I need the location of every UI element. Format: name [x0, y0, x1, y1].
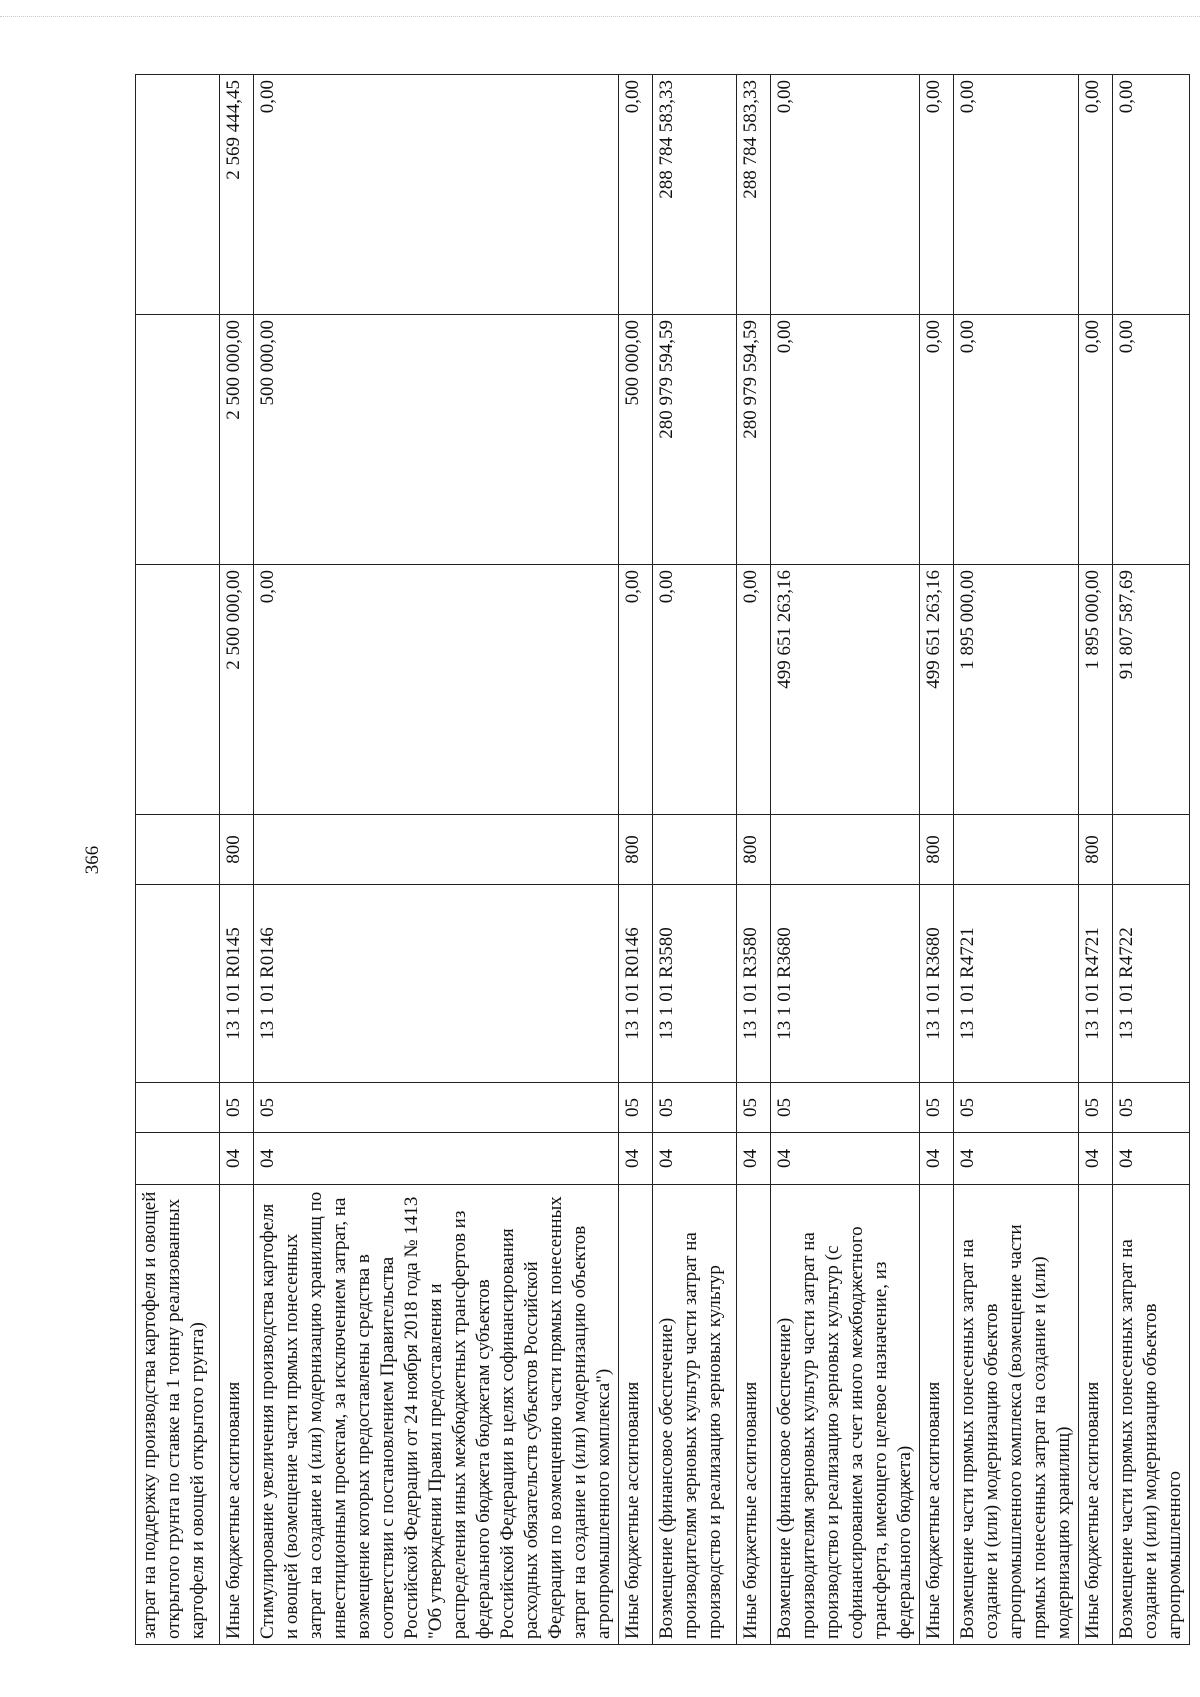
page-top-border — [0, 16, 1200, 17]
amount-year2-cell: 0,00 — [954, 315, 1079, 565]
target-article-cell: 13 1 01 R0146 — [254, 885, 619, 1083]
expense-type-cell — [653, 815, 737, 885]
section-code-cell: 04 — [954, 1133, 1079, 1185]
amount-year1-cell: 2 500 000,00 — [220, 565, 254, 815]
amount-year2-cell — [136, 315, 220, 565]
table-row — [653, 75, 737, 1645]
subsection-code-cell: 05 — [220, 1083, 254, 1133]
subsection-code-cell: 05 — [619, 1083, 653, 1133]
table-row — [1079, 75, 1113, 1645]
expense-type-cell: 800 — [920, 815, 954, 885]
amount-year2-cell: 500 000,00 — [254, 315, 619, 565]
target-article-cell: 13 1 01 R0146 — [619, 885, 653, 1083]
section-code-cell: 04 — [771, 1133, 920, 1185]
table-row — [254, 75, 619, 1645]
amount-year2-cell: 0,00 — [1079, 315, 1113, 565]
table-row — [771, 75, 920, 1645]
page-number: 366 — [82, 845, 103, 875]
subsection-code-cell: 05 — [954, 1083, 1079, 1133]
amount-year2-cell: 280 979 594,59 — [737, 315, 771, 565]
budget-table-body — [136, 75, 1190, 1645]
section-code-cell: 04 — [737, 1133, 771, 1185]
expense-type-cell — [1113, 815, 1190, 885]
row-name-cell: Возмещение части прямых понесенных затрат на создание и (или) модернизацию объектов агропромышленного — [1113, 1185, 1190, 1645]
row-name-cell: Возмещение части прямых понесенных затрат на создание и (или) модернизацию объектов агропромышленного комплекса (возмещение части прямых понесенных затрат на создание и (или) модернизацию хранилищ) — [954, 1185, 1079, 1645]
target-article-cell: 13 1 01 R4721 — [954, 885, 1079, 1083]
section-code-cell: 04 — [920, 1133, 954, 1185]
row-name-cell: Иные бюджетные ассигнования — [920, 1185, 954, 1645]
expense-type-cell: 800 — [737, 815, 771, 885]
section-code-cell: 04 — [254, 1133, 619, 1185]
row-name-cell: Стимулирование увеличения производства картофеля и овощей (возмещение части прямых понесенных затрат на создание и (или) модернизацию хранилищ по инвестиционным проектам, за исключением затрат, на возмещение которых предоставлены средства в соответствии с постановлением Правительства Российской Федерации от 24 ноября 2018 года № 1413 "Об утверждении Правил предоставления и распределения иных межбюджетных трансфертов из федерального бюджета бюджетам субъектов Российской Федерации в целях софинансирования расходных обязательств субъектов Российской Федерации по возмещению части прямых понесенных затрат на создание и (или) модернизацию объектов агропромышленного комплекса") — [254, 1185, 619, 1645]
target-article-cell: 13 1 01 R4721 — [1079, 885, 1113, 1083]
amount-year2-cell: 0,00 — [920, 315, 954, 565]
expense-type-cell — [254, 815, 619, 885]
target-article-cell: 13 1 01 R3580 — [653, 885, 737, 1083]
target-article-cell: 13 1 01 R3680 — [920, 885, 954, 1083]
table-row — [920, 75, 954, 1645]
target-article-cell: 13 1 01 R3580 — [737, 885, 771, 1083]
table-row — [619, 75, 653, 1645]
section-code-cell — [136, 1133, 220, 1185]
amount-year2-cell: 2 500 000,00 — [220, 315, 254, 565]
amount-year1-cell: 0,00 — [653, 565, 737, 815]
section-code-cell: 04 — [619, 1133, 653, 1185]
row-name-cell: Иные бюджетные ассигнования — [220, 1185, 254, 1645]
expense-type-cell — [136, 815, 220, 885]
amount-year3-cell: 0,00 — [1079, 75, 1113, 315]
subsection-code-cell: 05 — [920, 1083, 954, 1133]
row-name-cell: Иные бюджетные ассигнования — [619, 1185, 653, 1645]
amount-year1-cell: 499 651 263,16 — [920, 565, 954, 815]
expense-type-cell — [954, 815, 1079, 885]
expense-type-cell — [771, 815, 920, 885]
budget-table — [135, 74, 1190, 1645]
amount-year1-cell: 499 651 263,16 — [771, 565, 920, 815]
amount-year2-cell: 280 979 594,59 — [653, 315, 737, 565]
amount-year3-cell: 0,00 — [771, 75, 920, 315]
target-article-cell: 13 1 01 R3680 — [771, 885, 920, 1083]
amount-year1-cell: 1 895 000,00 — [1079, 565, 1113, 815]
amount-year1-cell: 91 807 587,69 — [1113, 565, 1190, 815]
amount-year2-cell: 500 000,00 — [619, 315, 653, 565]
expense-type-cell: 800 — [1079, 815, 1113, 885]
table-row — [737, 75, 771, 1645]
amount-year3-cell: 2 569 444,45 — [220, 75, 254, 315]
section-code-cell: 04 — [1113, 1133, 1190, 1185]
expense-type-cell: 800 — [619, 815, 653, 885]
amount-year2-cell: 0,00 — [1113, 315, 1190, 565]
amount-year3-cell: 0,00 — [1113, 75, 1190, 315]
amount-year1-cell: 0,00 — [619, 565, 653, 815]
subsection-code-cell: 05 — [771, 1083, 920, 1133]
subsection-code-cell: 05 — [254, 1083, 619, 1133]
target-article-cell — [136, 885, 220, 1083]
row-name-cell: Возмещение (финансовое обеспечение) производителям зерновых культур части затрат на производство и реализацию зерновых культур (с софинансированием за счет иного межбюджетного трансферта, имеющего целевое назначение, из федерального бюджета) — [771, 1185, 920, 1645]
table-row — [220, 75, 254, 1645]
subsection-code-cell: 05 — [653, 1083, 737, 1133]
section-code-cell: 04 — [653, 1133, 737, 1185]
subsection-code-cell: 05 — [1113, 1083, 1190, 1133]
amount-year1-cell: 1 895 000,00 — [954, 565, 1079, 815]
amount-year3-cell: 0,00 — [920, 75, 954, 315]
section-code-cell: 04 — [1079, 1133, 1113, 1185]
amount-year3-cell — [136, 75, 220, 315]
section-code-cell: 04 — [220, 1133, 254, 1185]
subsection-code-cell: 05 — [1079, 1083, 1113, 1133]
row-name-cell: Иные бюджетные ассигнования — [1079, 1185, 1113, 1645]
amount-year1-cell: 0,00 — [737, 565, 771, 815]
amount-year1-cell — [136, 565, 220, 815]
expense-type-cell: 800 — [220, 815, 254, 885]
target-article-cell: 13 1 01 R0145 — [220, 885, 254, 1083]
row-name-cell: Возмещение (финансовое обеспечение) производителям зерновых культур части затрат на производство и реализацию зерновых культур — [653, 1185, 737, 1645]
subsection-code-cell — [136, 1083, 220, 1133]
amount-year3-cell: 0,00 — [619, 75, 653, 315]
table-row — [1113, 75, 1190, 1645]
amount-year3-cell: 0,00 — [254, 75, 619, 315]
subsection-code-cell: 05 — [737, 1083, 771, 1133]
amount-year3-cell: 288 784 583,33 — [653, 75, 737, 315]
amount-year1-cell: 0,00 — [254, 565, 619, 815]
table-row — [954, 75, 1079, 1645]
amount-year3-cell: 288 784 583,33 — [737, 75, 771, 315]
row-name-cell: затрат на поддержку производства картофеля и овощей открытого грунта по ставке на 1 тонну реализованных картофеля и овощей открытого грунта) — [136, 1185, 220, 1645]
target-article-cell: 13 1 01 R4722 — [1113, 885, 1190, 1083]
row-name-cell: Иные бюджетные ассигнования — [737, 1185, 771, 1645]
amount-year3-cell: 0,00 — [954, 75, 1079, 315]
amount-year2-cell: 0,00 — [771, 315, 920, 565]
rotated-table-container — [135, 75, 1185, 1645]
table-row — [136, 75, 220, 1645]
